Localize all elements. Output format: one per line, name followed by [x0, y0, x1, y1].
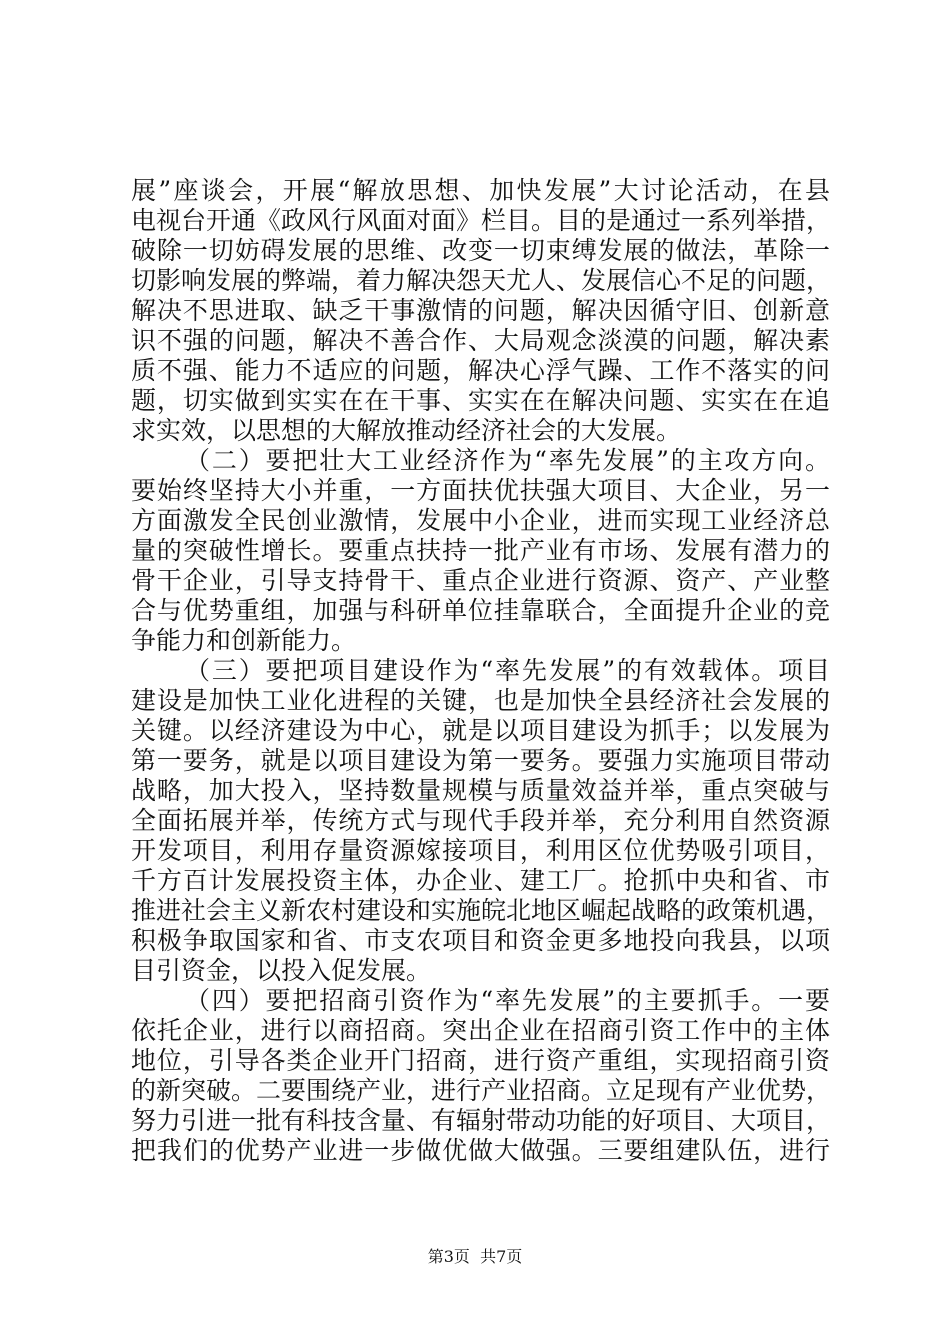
- text-line: 求实效，以思想的大解放推动经济社会的大发展。: [131, 416, 682, 445]
- text-line: 第一要务，就是以项目建设为第一要务。要强力实施项目带动: [131, 746, 830, 775]
- text-line: 量的突破性增长。要重点扶持一批产业有市场、发展有潜力的: [131, 536, 830, 565]
- text-line: （四）要把招商引资作为“率先发展”的主要抓手。一要: [185, 986, 830, 1015]
- text-line: 方面激发全民创业激情，发展中小企业，进而实现工业经济总: [131, 506, 830, 535]
- text-line: 展”座谈会，开展“解放思想、加快发展”大讨论活动，在县: [131, 176, 830, 205]
- text-line: 骨干企业，引导支持骨干、重点企业进行资源、资产、产业整: [131, 566, 830, 595]
- text-line: 破除一切妨碍发展的思维、改变一切束缚发展的做法，革除一: [131, 236, 830, 265]
- text-line: 的新突破。二要围绕产业，进行产业招商。立足现有产业优势，: [131, 1076, 832, 1105]
- text-line: 切影响发展的弊端，着力解决怨天尤人、发展信心不足的问题，: [131, 266, 832, 295]
- text-line: 目引资金，以投入促发展。: [131, 956, 432, 985]
- text-line: 全面拓展并举，传统方式与现代手段并举，充分利用自然资源: [131, 806, 830, 835]
- page-footer: [0, 1247, 950, 1267]
- text-line: 推进社会主义新农村建设和实施皖北地区崛起战略的政策机遇，: [131, 896, 832, 925]
- document-body: [131, 176, 830, 1166]
- text-line: （二）要把壮大工业经济作为“率先发展”的主攻方向。: [185, 446, 830, 475]
- text-line: 地位，引导各类企业开门招商，进行资产重组，实现招商引资: [131, 1046, 830, 1075]
- text-line: 关键。以经济建设为中心，就是以项目建设为抓手；以发展为: [131, 716, 830, 745]
- text-line: 识不强的问题，解决不善合作、大局观念淡漠的问题，解决素: [131, 326, 830, 355]
- text-line: 积极争取国家和省、市支农项目和资金更多地投向我县，以项: [131, 926, 830, 955]
- text-line: 质不强、能力不适应的问题，解决心浮气躁、工作不落实的问: [131, 356, 830, 385]
- text-line: 努力引进一批有科技含量、有辐射带动功能的好项目、大项目，: [131, 1106, 832, 1135]
- text-line: 争能力和创新能力。: [131, 626, 357, 655]
- text-line: 千方百计发展投资主体，办企业、建工厂。抢抓中央和省、市: [131, 866, 830, 895]
- text-line: 把我们的优势产业进一步做优做大做强。三要组建队伍，进行: [131, 1136, 830, 1165]
- text-line: 解决不思进取、缺乏干事激情的问题，解决因循守旧、创新意: [131, 296, 830, 325]
- page-number-label: 第3页 共7页: [427, 1247, 523, 1266]
- text-line: 电视台开通《政风行风面对面》栏目。目的是通过一系列举措，: [131, 206, 832, 235]
- text-line: 合与优势重组，加强与科研单位挂靠联合，全面提升企业的竞: [131, 596, 830, 625]
- text-line: 战略，加大投入，坚持数量规模与质量效益并举，重点突破与: [131, 776, 830, 805]
- text-line: （三）要把项目建设作为“率先发展”的有效载体。项目: [185, 656, 830, 685]
- text-line: 题，切实做到实实在在干事、实实在在解决问题、实实在在追: [131, 386, 830, 415]
- text-line: 依托企业，进行以商招商。突出企业在招商引资工作中的主体: [131, 1016, 830, 1045]
- text-line: 开发项目，利用存量资源嫁接项目，利用区位优势吸引项目，: [131, 836, 830, 865]
- text-line: 要始终坚持大小并重，一方面扶优扶强大项目、大企业，另一: [131, 476, 830, 505]
- text-line: 建设是加快工业化进程的关键，也是加快全县经济社会发展的: [131, 686, 830, 715]
